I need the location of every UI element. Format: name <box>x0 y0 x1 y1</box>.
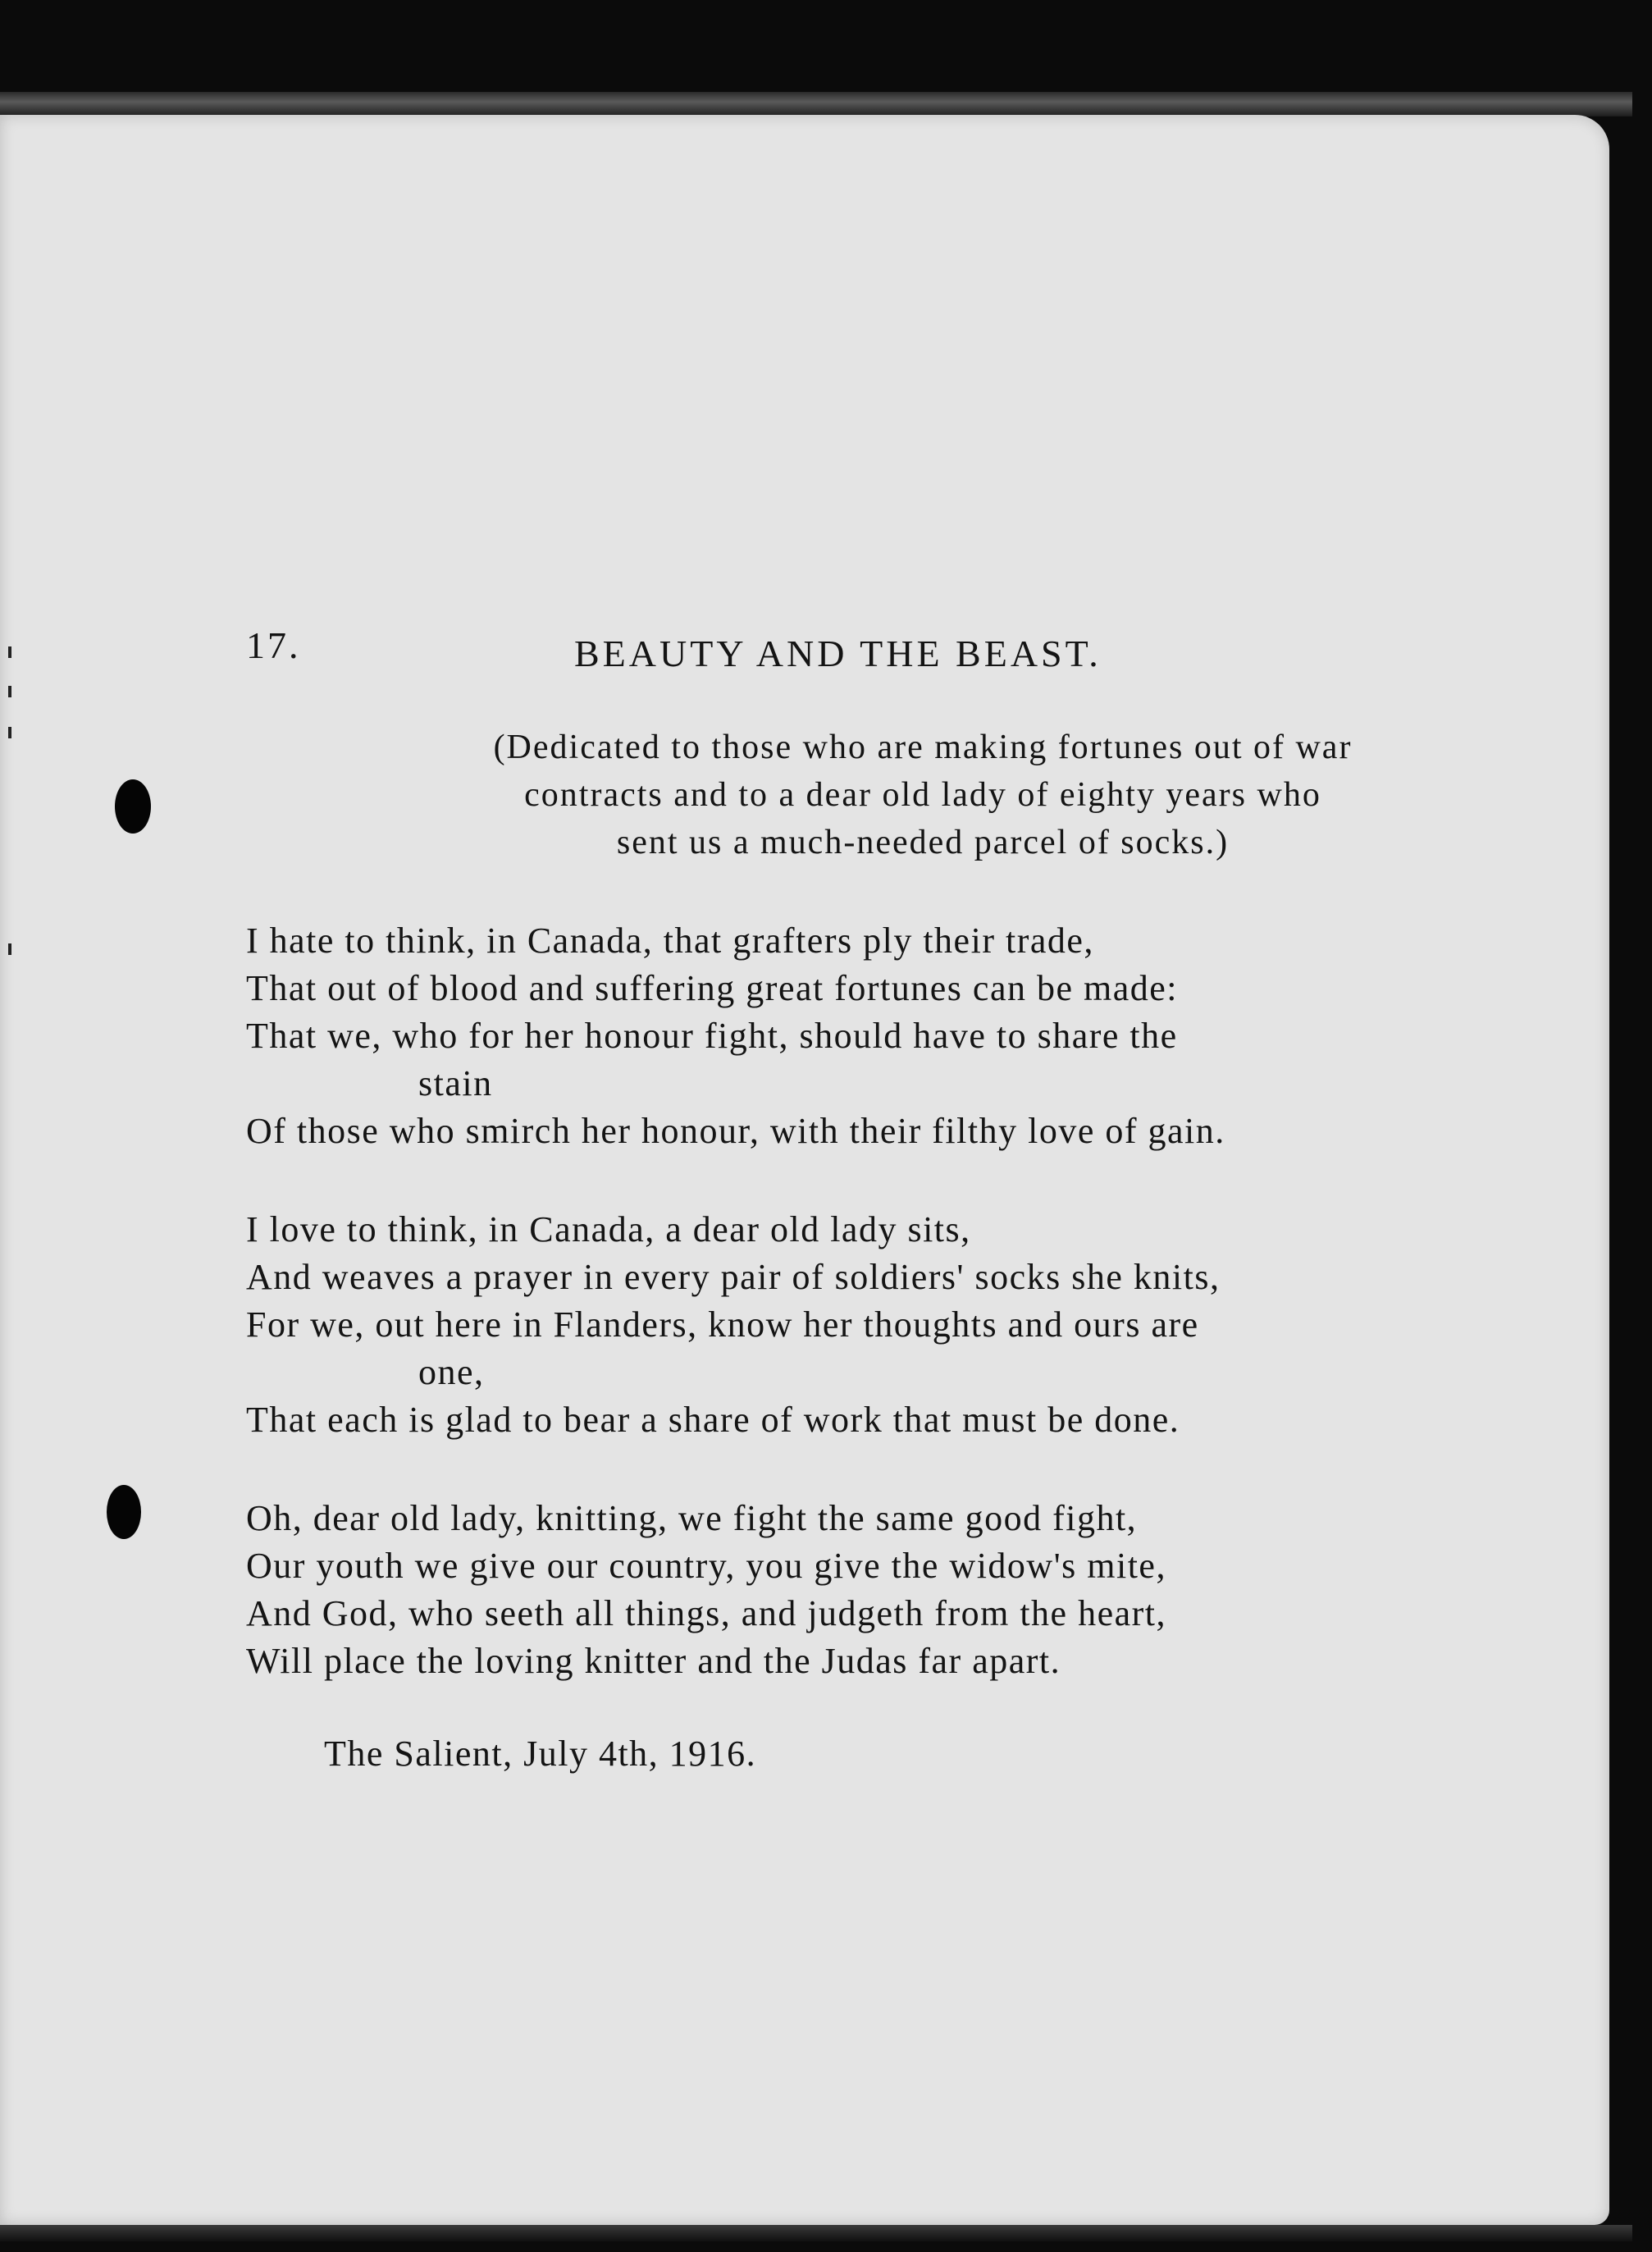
punch-hole-bottom <box>107 1485 141 1539</box>
page-bottom-edge <box>0 2225 1632 2241</box>
poem-line-continuation: one, <box>418 1352 485 1392</box>
page-top-edge <box>0 92 1632 116</box>
poem-line: And God, who seeth all things, and judgeth from the heart, <box>246 1593 1167 1633</box>
poem-line: Our youth we give our country, you give the widow's mite, <box>246 1546 1166 1586</box>
margin-mark <box>8 727 11 738</box>
poem-line: I love to think, in Canada, a dear old lady sits, <box>246 1209 971 1249</box>
dedication-line: (Dedicated to those who are making fortunes out of war <box>493 729 1353 766</box>
margin-mark <box>8 646 11 658</box>
signoff-place-date: The Salient, July 4th, 1916. <box>324 1734 757 1774</box>
poem-line: Will place the loving knitter and the Judas far apart. <box>246 1641 1061 1681</box>
dedication-line: sent us a much-needed parcel of socks.) <box>616 824 1230 861</box>
poem-line: That each is glad to bear a share of work that must be done. <box>246 1400 1180 1440</box>
stanza-2 <box>246 1206 1509 1444</box>
poem-line-continuation: stain <box>418 1063 493 1103</box>
dedication <box>246 724 1509 866</box>
margin-mark <box>8 943 11 955</box>
page-number: 17. <box>246 624 301 666</box>
poem-title: BEAUTY AND THE BEAST. <box>574 633 1102 674</box>
poem-text-block <box>246 624 1509 1775</box>
poem-line: That we, who for her honour fight, should have to share the <box>246 1016 1178 1056</box>
poem-line: Oh, dear old lady, knitting, we fight the same good fight, <box>246 1498 1138 1538</box>
poem-line: I hate to think, in Canada, that grafters ply their trade, <box>246 920 1094 961</box>
poem-line: For we, out here in Flanders, know her thoughts and ours are <box>246 1304 1199 1345</box>
stanza-1 <box>246 917 1509 1155</box>
stanza-3 <box>246 1495 1509 1685</box>
margin-mark <box>8 686 11 697</box>
poem-line: Of those who smirch her honour, with their filthy love of gain. <box>246 1111 1225 1151</box>
poem-line: And weaves a prayer in every pair of soldiers' socks she knits, <box>246 1257 1221 1297</box>
poem-line: That out of blood and suffering great fortunes can be made: <box>246 968 1179 1008</box>
punch-hole-top <box>115 779 151 834</box>
dedication-line: contracts and to a dear old lady of eighty years who <box>524 776 1321 814</box>
poem-heading <box>246 624 1509 689</box>
